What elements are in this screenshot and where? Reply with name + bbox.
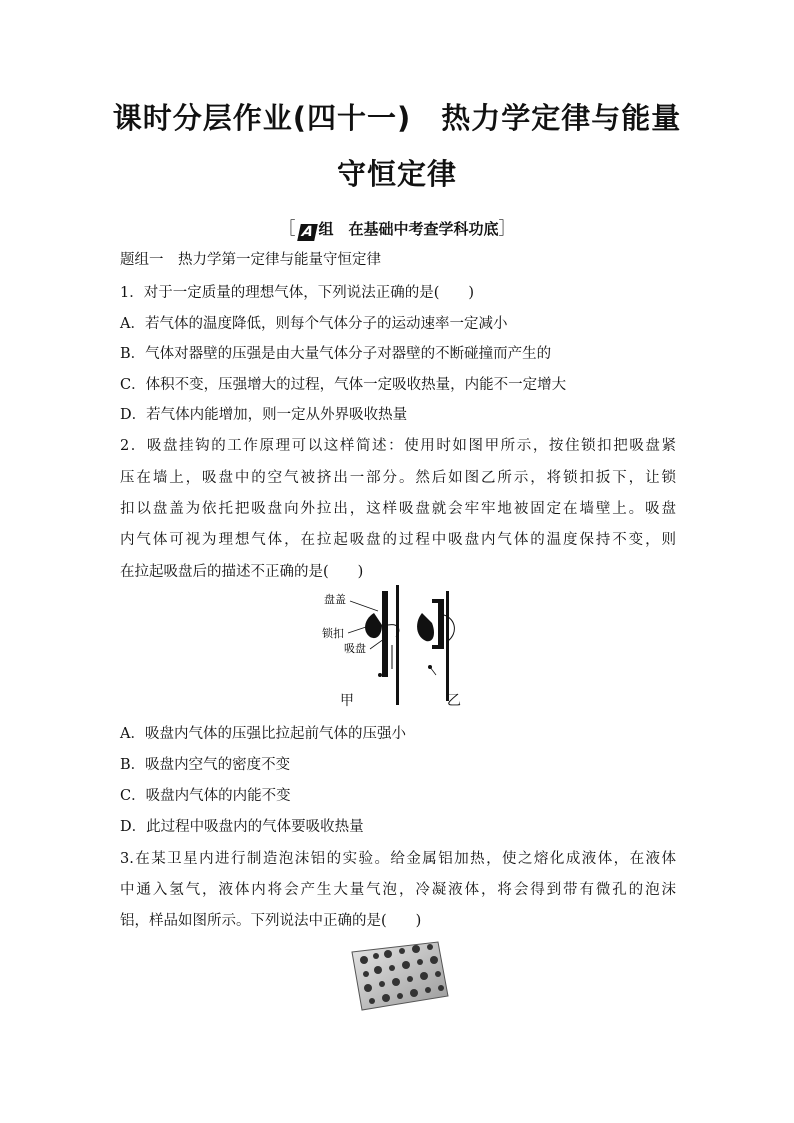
caption-yi: 乙 [447,693,461,709]
label-lock: 锁扣 [322,627,344,640]
question-2-line-5: 在拉起吸盘后的描述不正确的是( ) [120,564,364,580]
figure-jia [365,585,399,705]
group-heading [0,214,794,241]
group-heading-text: 组 在基础中考查学科功底 [318,220,499,238]
label-cover: 盘盖 [324,593,346,606]
group-a-badge: A [298,224,319,241]
question-1-option-b: B．气体对器壁的压强是由大量气体分子对器壁的不断碰撞而产生的 [120,346,552,362]
question-3-line-2: 中通入氢气，液体内将会产生大量气泡，冷凝液体，将会得到带有微孔的泡沫 [120,882,676,898]
page-title-line2: 守恒定律 [336,157,457,191]
question-2-option-b: B．吸盘内空气的密度不变 [120,757,291,773]
question-2-line-3: 扣以盘盖为依托把吸盘向外拉出，这样吸盘就会牢牢地被固定在墙壁上。吸盘 [120,501,676,517]
page-title: 课时分层作业(四十一) 热力学定律与能量 [112,101,682,135]
question-2-line-2: 压在墙上，吸盘中的空气被挤出一部分。然后如图乙所示，将锁扣扳下，让锁 [120,470,676,486]
question-3-line-1: 3.在某卫星内进行制造泡沫铝的实验。给金属铝加热，使之熔化成液体，在液体 [120,851,676,867]
question-2-line-1: 2．吸盘挂钩的工作原理可以这样简述：使用时如图甲所示，按住锁扣把吸盘紧 [120,438,676,454]
label-cup: 吸盘 [344,642,366,655]
question-2-line-4: 内气体可视为理想气体，在拉起吸盘的过程中吸盘内气体的温度保持不变，则 [120,532,676,548]
foam-aluminum-image [342,938,452,1014]
caption-jia: 甲 [340,693,354,709]
question-1-option-a: A．若气体的温度降低，则每个气体分子的运动速率一定减小 [120,316,508,332]
bracket-close: ］ [498,219,516,239]
question-2-option-a: A．吸盘内气体的压强比拉起前气体的压强小 [120,726,406,742]
question-2-option-d: D．此过程中吸盘内的气体要吸收热量 [120,819,364,835]
question-1-stem: 1．对于一定质量的理想气体，下列说法正确的是( ) [120,285,475,301]
bracket-open: ［ [278,219,296,239]
question-3-line-3: 铝，样品如图所示。下列说法中正确的是( ) [120,913,422,929]
figure-yi [417,591,454,701]
topic-heading: 题组一 热力学第一定律与能量守恒定律 [120,252,381,268]
question-2-option-c: C．吸盘内气体的内能不变 [120,788,291,804]
question-1-option-d: D．若气体内能增加，则一定从外界吸收热量 [120,407,408,423]
question-1-option-c: C．体积不变，压强增大的过程，气体一定吸收热量，内能不一定增大 [120,377,567,393]
